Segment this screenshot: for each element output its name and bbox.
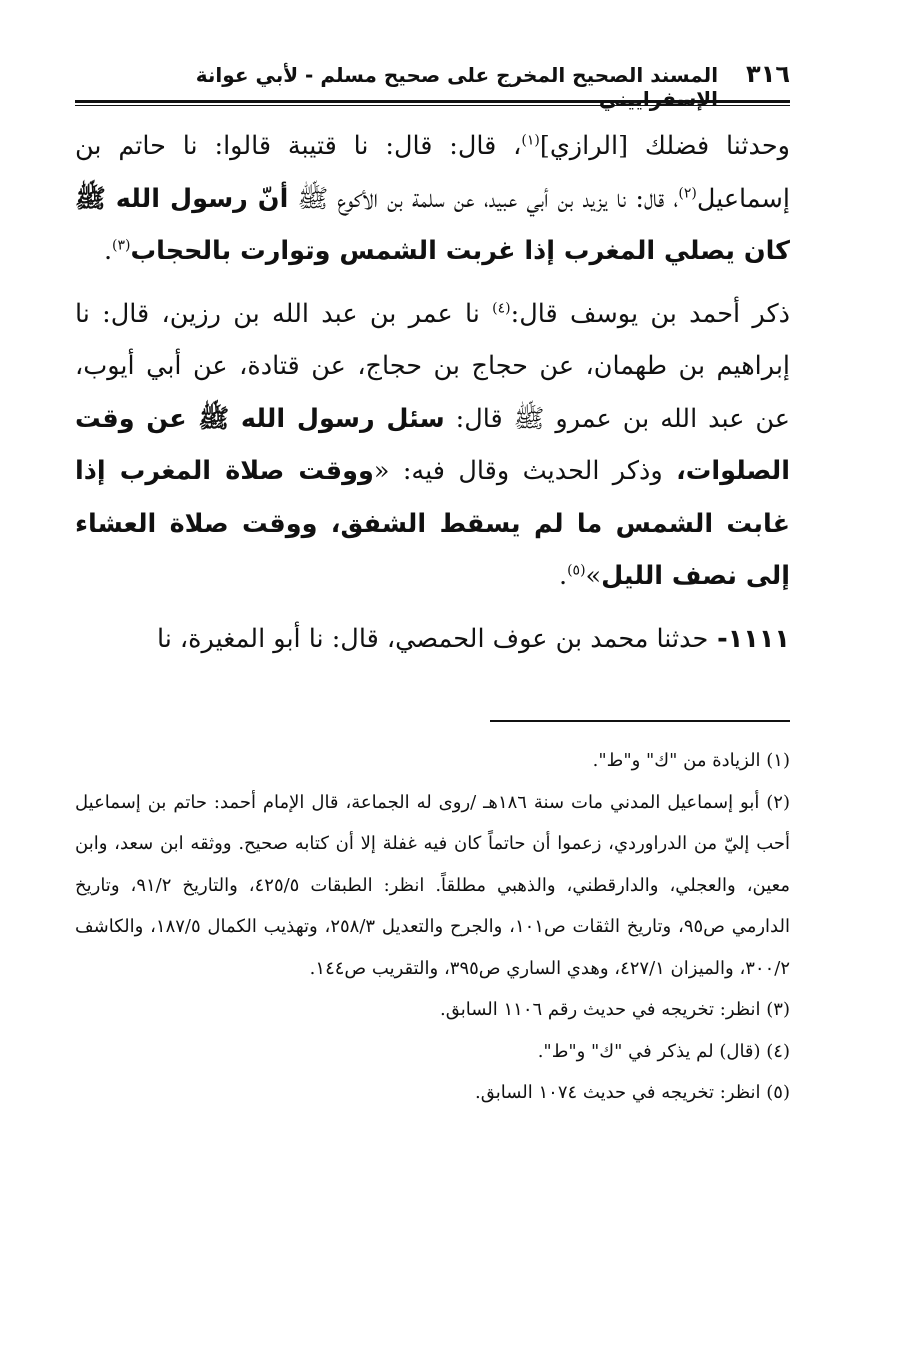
hadith-matn: أنّ رسول الله ﷺ كان يصلي المغرب إذا غربت الشمس وتوارت بالحجاب (75, 183, 790, 266)
paragraph-1 (75, 120, 790, 278)
hadith-number-dash: - (708, 623, 728, 654)
book-page (75, 60, 790, 1320)
text-segment: » (585, 561, 602, 591)
text-segment: . (103, 236, 113, 266)
footnote-4: (٤) (قال) لم يذكر في "ك" و"ط". (537, 1040, 790, 1062)
footnote-ref: (٣) (112, 237, 131, 254)
text-segment: نا عمر بن عبد الله بن رزين، قال: نا إبراهيم بن طهمان، عن حجاج بن حجاج، عن قتادة، عن أبي أيوب، عن عبد الله بن عمرو ﷺ قال: (75, 298, 790, 434)
footnote-1: (١) الزيادة من "ك" و"ط". (592, 750, 790, 771)
text-segment: حدثنا محمد بن عوف الحمصي، قال: نا أبو المغيرة، نا (156, 623, 709, 654)
hadith-matn: سئل رسول الله ﷺ عن وقت الصلوات، (75, 403, 790, 486)
page-number: ٣١٦ (746, 60, 790, 88)
text-segment: وحدثنا فضلك [الرازي] (539, 131, 790, 161)
main-text (75, 120, 790, 665)
header-title: المسند الصحيح المخرج على صحيح مسلم - لأبي عوانة الإسفراييني (195, 63, 719, 111)
text-segment: ذكر أحمد بن يوسف قال: (510, 298, 790, 329)
hadith-number: ١١١١ (727, 623, 790, 654)
running-header (75, 60, 790, 111)
footnote-5: (٥) انظر: تخريجه في حديث ١٠٧٤ السابق. (475, 1082, 790, 1103)
footnote-ref: (٤) (492, 300, 511, 316)
paragraph-3 (75, 613, 790, 666)
text-segment: . (558, 561, 568, 591)
footnote-separator (490, 720, 790, 722)
text-segment: ، قال: نا يزيد بن أبي عبيد، عن سلمة بن الأكوع ﷺ (288, 183, 679, 214)
paragraph-2 (75, 288, 790, 603)
hadith-matn: ووقت صلاة المغرب إذا غابت الشمس ما لم يسقط الشفق، ووقت صلاة العشاء إلى نصف الليل (75, 456, 790, 591)
text-segment: ، قال: قال: نا قتيبة قالوا: نا حاتم بن إسماعيل (75, 131, 790, 214)
footnotes (75, 740, 790, 1114)
footnote-3: (٣) انظر: تخريجه في حديث رقم ١١٠٦ السابق. (440, 999, 790, 1020)
text-segment: وذكر الحديث وقال فيه: « (373, 456, 677, 486)
footnote-ref: (٢) (678, 185, 697, 201)
footnote-2: (٢) أبو إسماعيل المدني مات سنة ١٨٦هـ /روى له الجماعة، قال الإمام أحمد: حاتم بن إسماعيل أحب إليّ من الدراوردي، زعموا أن حاتماً كان فيه غفلة إلا أن كتابه صحيح. ووثقه ابن سعد، وابن معين، والعجلي، والدارقطني، والذهبي مطلقاً. انظر: الطبقات ٤٢٥/٥، والتاريخ ٩١/٢، وتاريخ الدارمي ص٩٥، وتاريخ الثقات ص١٠١، والجرح والتعديل ٢٥٨/٣، وتهذيب الكمال ١٨٧/٥، والكاشف ٣٠٠/٢، والميزان ٤٢٧/١، وهدي الساري ص٣٩٥، والتقريب ص١٤٤. (75, 791, 790, 979)
footnote-ref: (٥) (567, 562, 586, 579)
footnote-ref: (١) (521, 132, 540, 149)
